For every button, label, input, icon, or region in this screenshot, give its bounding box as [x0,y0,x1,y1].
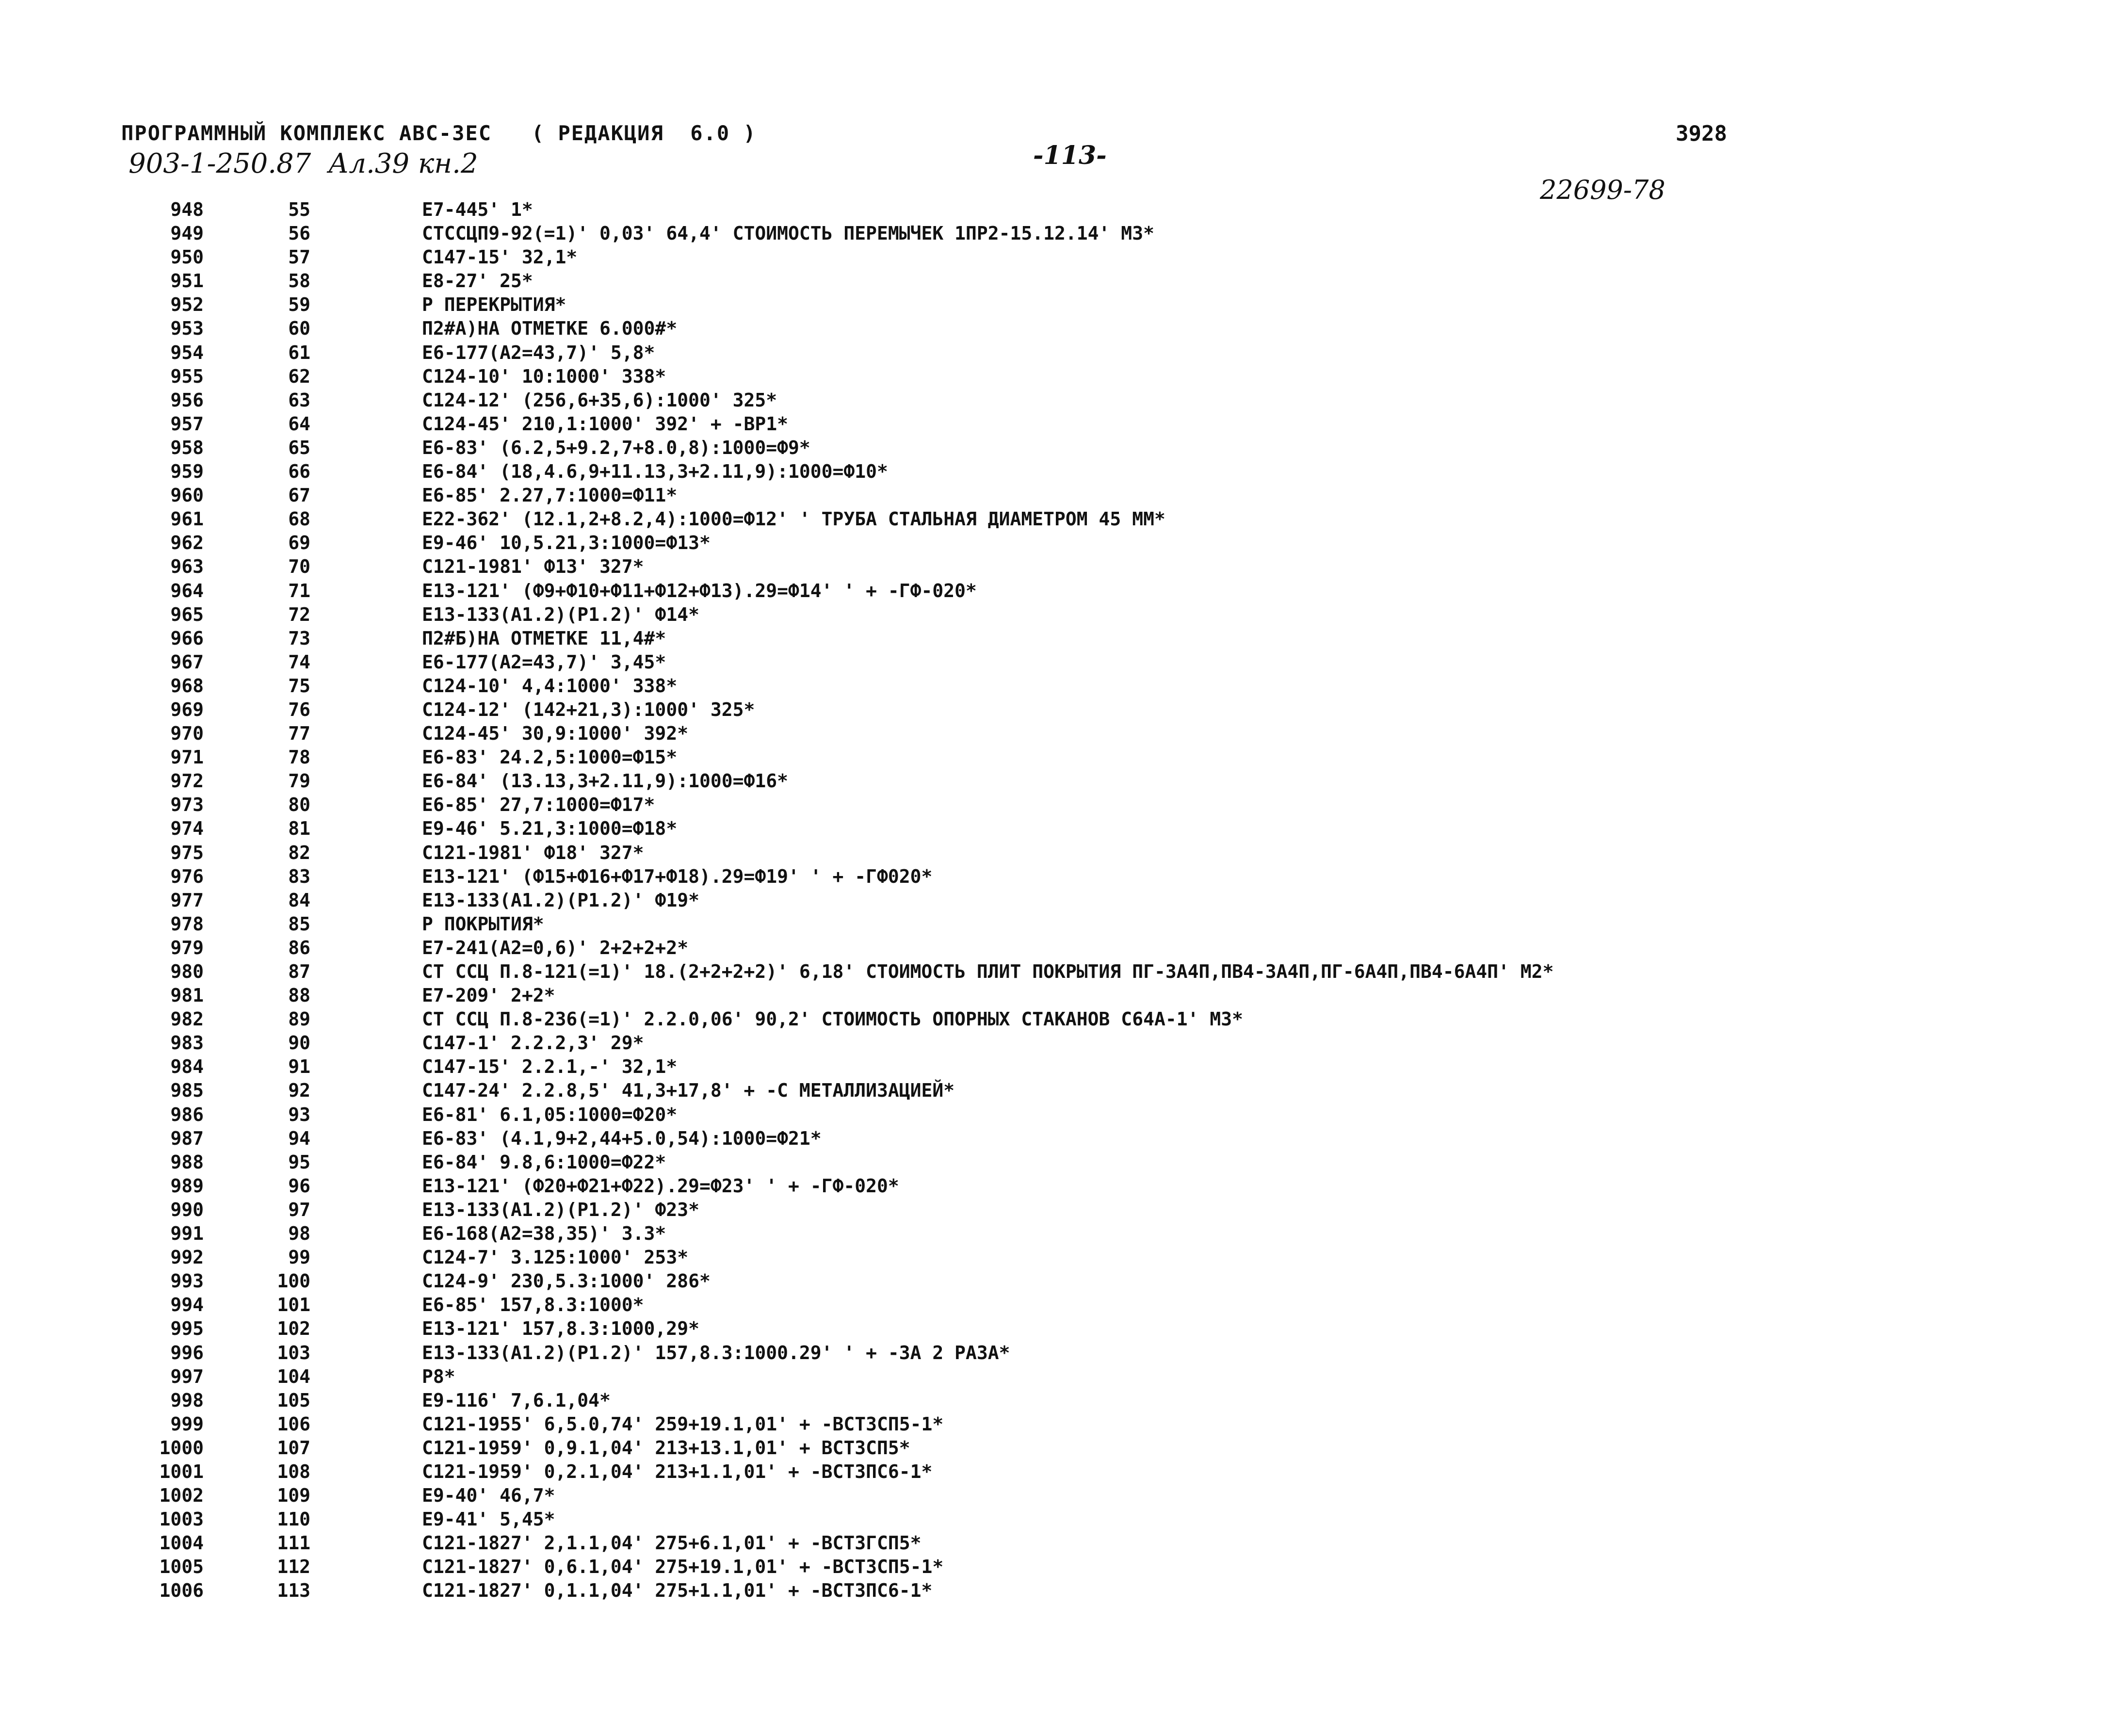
listing-row [141,793,2081,817]
listing-row [141,507,2081,531]
line-seq-number: 992 [170,1247,204,1268]
line-number: 76 [288,698,310,720]
line-text: С121-1959' 0,2.1,04' 213+1.1,01' + -ВСТ3ПС6-1* [422,1460,933,1482]
line-text: П2#А)НА ОТМЕТКЕ 6.000#* [422,318,678,340]
listing-row [141,389,2081,412]
listing-row [141,627,2081,650]
line-text: СТ ССЦ П.8-236(=1)' 2.2.0,06' 90,2' СТОИМОСТЬ ОПОРНЫХ СТАКАНОВ С64А-1' М3* [422,1008,1243,1030]
line-text: Е9-40' 46,7* [422,1485,555,1507]
listing-row [141,1269,2081,1293]
line-text: С121-1981' Ф18' 327* [422,842,644,863]
line-text: Е9-46' 5.21,3:1000=Ф18* [422,818,678,840]
line-seq-number: 971 [170,746,204,768]
line-text: Е6-177(А2=43,7)' 5,8* [422,341,655,363]
line-number: 69 [288,532,310,554]
listing-row [141,1079,2081,1103]
line-seq-number: 991 [170,1223,204,1245]
line-seq-number: 963 [170,556,204,578]
line-number: 88 [288,985,310,1006]
listing-row [141,674,2081,698]
line-text: Е13-121' (Ф9+Ф10+Ф11+Ф12+Ф13).29=Ф14' ' + -ГФ-020* [422,580,977,601]
line-number: 81 [288,818,310,840]
line-number: 111 [277,1532,310,1554]
line-number: 64 [288,413,310,435]
listing-row [141,460,2081,484]
line-number: 97 [288,1199,310,1220]
listing-row [141,603,2081,627]
line-seq-number: 966 [170,627,204,649]
listing-row [141,1484,2081,1508]
line-text: Е6-83' (4.1,9+2,44+5.0,54):1000=Ф21* [422,1127,822,1149]
line-text: С124-12' (256,6+35,6):1000' 325* [422,389,777,411]
header-code: 3928 [1676,121,1727,146]
line-number: 78 [288,746,310,768]
listing-row [141,1246,2081,1269]
line-number: 109 [277,1485,310,1507]
line-seq-number: 987 [170,1127,204,1149]
line-text: Е13-133(А1.2)(Р1.2)' Ф19* [422,889,699,911]
line-seq-number: 968 [170,675,204,697]
line-number: 98 [288,1223,310,1245]
listing-row [141,317,2081,341]
line-text: Е6-84' 9.8,6:1000=Ф22* [422,1151,666,1173]
line-number: 99 [288,1247,310,1268]
line-seq-number: 967 [170,651,204,673]
line-number: 59 [288,294,310,316]
line-seq-number: 999 [170,1413,204,1435]
listing-row [141,341,2081,365]
listing-row [141,579,2081,603]
line-number: 113 [277,1580,310,1602]
line-number: 87 [288,961,310,982]
line-seq-number: 981 [170,985,204,1006]
line-text: Р ПОКРЫТИЯ* [422,913,544,935]
listing-row [141,1103,2081,1127]
line-number: 72 [288,603,310,625]
line-seq-number: 1004 [159,1532,204,1554]
line-text: СТ ССЦ П.8-121(=1)' 18.(2+2+2+2)' 6,18' СТОИМОСТЬ ПЛИТ ПОКРЫТИЯ ПГ-3А4П,ПВ4-3А4П,ПГ-6А4П,ПВ4-6А4П' М2* [422,961,1554,982]
line-seq-number: 956 [170,389,204,411]
listing-row [141,245,2081,269]
line-seq-number: 1001 [159,1460,204,1482]
line-text: Е6-85' 27,7:1000=Ф17* [422,794,655,816]
listing-row [141,1151,2081,1174]
line-number: 104 [277,1365,310,1387]
listing-row [141,365,2081,389]
line-number: 95 [288,1151,310,1173]
line-number: 75 [288,675,310,697]
line-seq-number: 988 [170,1151,204,1173]
line-number: 92 [288,1080,310,1102]
line-text: Е6-85' 157,8.3:1000* [422,1294,644,1316]
listing-row [141,1579,2081,1603]
line-seq-number: 965 [170,603,204,625]
line-seq-number: 976 [170,865,204,887]
line-text: С147-15' 2.2.1,-' 32,1* [422,1056,678,1078]
line-seq-number: 972 [170,770,204,792]
listing-row [141,436,2081,460]
line-seq-number: 989 [170,1175,204,1197]
listing-row [141,722,2081,746]
line-number: 83 [288,865,310,887]
line-seq-number: 960 [170,485,204,506]
listing-row [141,889,2081,912]
line-seq-number: 958 [170,437,204,458]
line-text: Р8* [422,1365,455,1387]
listing-row [141,531,2081,555]
line-number: 107 [277,1437,310,1459]
line-seq-number: 1003 [159,1509,204,1530]
line-text: Е13-121' 157,8.3:1000,29* [422,1318,699,1340]
listing-row [141,1007,2081,1031]
line-seq-number: 1006 [159,1580,204,1602]
handwritten-sheet-ref: 22699-78 [1540,175,1665,205]
line-seq-number: 1002 [159,1485,204,1507]
handwritten-doc-code: 903-1-250.87 Ал.39 кн.2 [129,148,478,179]
line-number: 63 [288,389,310,411]
line-seq-number: 990 [170,1199,204,1220]
listing-row [141,1174,2081,1198]
listing-row [141,1460,2081,1484]
listing-row [141,198,2081,222]
line-seq-number: 952 [170,294,204,316]
line-seq-number: 961 [170,508,204,530]
line-text: Е9-41' 5,45* [422,1509,555,1530]
line-seq-number: 964 [170,580,204,601]
line-text: Р ПЕРЕКРЫТИЯ* [422,294,566,316]
listing-row [141,1293,2081,1317]
listing-row [141,222,2081,245]
line-text: Е13-133(А1.2)(Р1.2)' Ф23* [422,1199,699,1220]
line-seq-number: 955 [170,365,204,387]
listing-row [141,650,2081,674]
listing-row [141,746,2081,769]
line-text: С121-1827' 0,1.1,04' 275+1.1,01' + -ВСТ3ПС6-1* [422,1580,933,1602]
line-number: 89 [288,1008,310,1030]
line-seq-number: 983 [170,1032,204,1054]
line-text: Е7-241(А2=0,6)' 2+2+2+2* [422,937,689,958]
listing-lines [141,198,2081,1603]
line-number: 106 [277,1413,310,1435]
line-text: Е6-83' (6.2,5+9.2,7+8.0,8):1000=Ф9* [422,437,810,458]
line-text: Е13-121' (Ф20+Ф21+Ф22).29=Ф23' ' + -ГФ-020* [422,1175,899,1197]
line-text: Е13-133(А1.2)(Р1.2)' Ф14* [422,603,699,625]
line-seq-number: 1005 [159,1556,204,1578]
line-number: 56 [288,223,310,244]
line-number: 67 [288,485,310,506]
line-number: 90 [288,1032,310,1054]
line-seq-number: 974 [170,818,204,840]
line-number: 71 [288,580,310,601]
line-number: 112 [277,1556,310,1578]
line-number: 58 [288,270,310,292]
listing-row [141,293,2081,317]
line-text: Е6-84' (13.13,3+2.11,9):1000=Ф16* [422,770,788,792]
listing-row [141,960,2081,984]
line-number: 80 [288,794,310,816]
line-seq-number: 996 [170,1342,204,1363]
line-seq-number: 995 [170,1318,204,1340]
line-text: С147-15' 32,1* [422,246,578,268]
line-text: СТССЦП9-92(=1)' 0,03' 64,4' СТОИМОСТЬ ПЕРЕМЫЧЕК 1ПР2-15.12.14' М3* [422,223,1154,244]
listing-row [141,1412,2081,1436]
listing-row [141,984,2081,1007]
line-seq-number: 978 [170,913,204,935]
line-text: С121-1955' 6,5.0,74' 259+19.1,01' + -ВСТ3СП5-1* [422,1413,944,1435]
listing-row [141,1531,2081,1555]
line-number: 91 [288,1056,310,1078]
listing-row [141,1222,2081,1246]
line-number: 96 [288,1175,310,1197]
line-seq-number: 970 [170,723,204,745]
line-text: С124-9' 230,5.3:1000' 286* [422,1270,711,1292]
line-number: 100 [277,1270,310,1292]
line-seq-number: 979 [170,937,204,958]
line-seq-number: 962 [170,532,204,554]
line-number: 74 [288,651,310,673]
line-text: Е6-85' 2.27,7:1000=Ф11* [422,485,678,506]
line-text: С121-1981' Ф13' 327* [422,556,644,578]
listing-row [141,817,2081,841]
line-number: 68 [288,508,310,530]
line-seq-number: 980 [170,961,204,982]
listing-row [141,1317,2081,1341]
line-number: 60 [288,318,310,340]
listing-row [141,484,2081,507]
listing-row [141,1436,2081,1460]
line-text: С147-1' 2.2.2,3' 29* [422,1032,644,1054]
line-text: Е9-46' 10,5.21,3:1000=Ф13* [422,532,711,554]
line-text: С121-1959' 0,9.1,04' 213+13.1,01' + ВСТ3СП5* [422,1437,910,1459]
line-number: 105 [277,1389,310,1411]
line-seq-number: 948 [170,199,204,220]
line-text: С124-12' (142+21,3):1000' 325* [422,698,755,720]
line-seq-number: 957 [170,413,204,435]
listing-row [141,769,2081,793]
listing-row [141,412,2081,436]
line-number: 108 [277,1460,310,1482]
line-text: Е13-133(А1.2)(Р1.2)' 157,8.3:1000.29' ' + -ЗА 2 РАЗА* [422,1342,1010,1363]
listing-row [141,865,2081,889]
line-number: 62 [288,365,310,387]
listing-row [141,1389,2081,1412]
line-text: Е6-81' 6.1,05:1000=Ф20* [422,1103,678,1125]
listing-row [141,1127,2081,1151]
line-seq-number: 985 [170,1080,204,1102]
listing-row [141,555,2081,579]
line-text: Е9-116' 7,6.1,04* [422,1389,611,1411]
line-text: Е6-177(А2=43,7)' 3,45* [422,651,666,673]
line-text: С124-45' 210,1:1000' 392' + -ВР1* [422,413,788,435]
line-text: Е7-445' 1* [422,199,533,220]
line-number: 77 [288,723,310,745]
listing-row [141,698,2081,722]
page-number: -113- [1033,141,1107,170]
line-text: Е6-83' 24.2,5:1000=Ф15* [422,746,678,768]
line-seq-number: 977 [170,889,204,911]
line-seq-number: 950 [170,246,204,268]
line-text: С121-1827' 0,6.1,04' 275+19.1,01' + -ВСТ3СП5-1* [422,1556,944,1578]
line-number: 110 [277,1509,310,1530]
line-number: 86 [288,937,310,958]
line-seq-number: 986 [170,1103,204,1125]
listing-row [141,912,2081,936]
line-number: 79 [288,770,310,792]
line-text: С124-10' 4,4:1000' 338* [422,675,678,697]
line-number: 82 [288,842,310,863]
line-text: Е8-27' 25* [422,270,533,292]
line-number: 101 [277,1294,310,1316]
line-number: 65 [288,437,310,458]
line-seq-number: 1000 [159,1437,204,1459]
line-number: 94 [288,1127,310,1149]
line-seq-number: 954 [170,341,204,363]
line-number: 73 [288,627,310,649]
line-seq-number: 959 [170,461,204,483]
line-number: 70 [288,556,310,578]
listing-row [141,1055,2081,1079]
listing-row [141,1198,2081,1222]
line-text: С147-24' 2.2.8,5' 41,3+17,8' + -С МЕТАЛЛИЗАЦИЕЙ* [422,1080,955,1102]
program-header: ПРОГРАММНЫЙ КОМПЛЕКС АВС-ЗЕС ( РЕДАКЦИЯ 6.0 ) [121,121,757,145]
listing-row [141,1341,2081,1365]
line-number: 66 [288,461,310,483]
line-seq-number: 973 [170,794,204,816]
listing-row [141,936,2081,960]
line-seq-number: 951 [170,270,204,292]
line-text: П2#Б)НА ОТМЕТКЕ 11,4#* [422,627,666,649]
listing-row [141,1365,2081,1389]
line-seq-number: 984 [170,1056,204,1078]
line-number: 84 [288,889,310,911]
line-number: 103 [277,1342,310,1363]
line-text: Е22-362' (12.1,2+8.2,4):1000=Ф12' ' ТРУБА СТАЛЬНАЯ ДИАМЕТРОМ 45 ММ* [422,508,1165,530]
line-seq-number: 994 [170,1294,204,1316]
listing-row [141,1508,2081,1531]
line-text: Е7-209' 2+2* [422,985,555,1006]
line-text: С121-1827' 2,1.1,04' 275+6.1,01' + -ВСТ3ГСП5* [422,1532,922,1554]
line-number: 57 [288,246,310,268]
line-seq-number: 997 [170,1365,204,1387]
line-number: 93 [288,1103,310,1125]
line-seq-number: 953 [170,318,204,340]
line-number: 61 [288,341,310,363]
listing-row [141,269,2081,293]
line-text: Е6-84' (18,4.6,9+11.13,3+2.11,9):1000=Ф10* [422,461,888,483]
line-number: 85 [288,913,310,935]
line-text: С124-45' 30,9:1000' 392* [422,723,689,745]
listing-row [141,1555,2081,1579]
line-text: Е13-121' (Ф15+Ф16+Ф17+Ф18).29=Ф19' ' + -ГФ020* [422,865,933,887]
line-seq-number: 949 [170,223,204,244]
line-seq-number: 969 [170,698,204,720]
line-text: С124-7' 3.125:1000' 253* [422,1247,689,1268]
listing-row [141,1031,2081,1055]
line-seq-number: 993 [170,1270,204,1292]
line-number: 102 [277,1318,310,1340]
listing-row [141,841,2081,865]
line-seq-number: 982 [170,1008,204,1030]
line-number: 55 [288,199,310,220]
line-seq-number: 998 [170,1389,204,1411]
line-text: Е6-168(А2=38,35)' 3.3* [422,1223,666,1245]
line-text: С124-10' 10:1000' 338* [422,365,666,387]
line-seq-number: 975 [170,842,204,863]
